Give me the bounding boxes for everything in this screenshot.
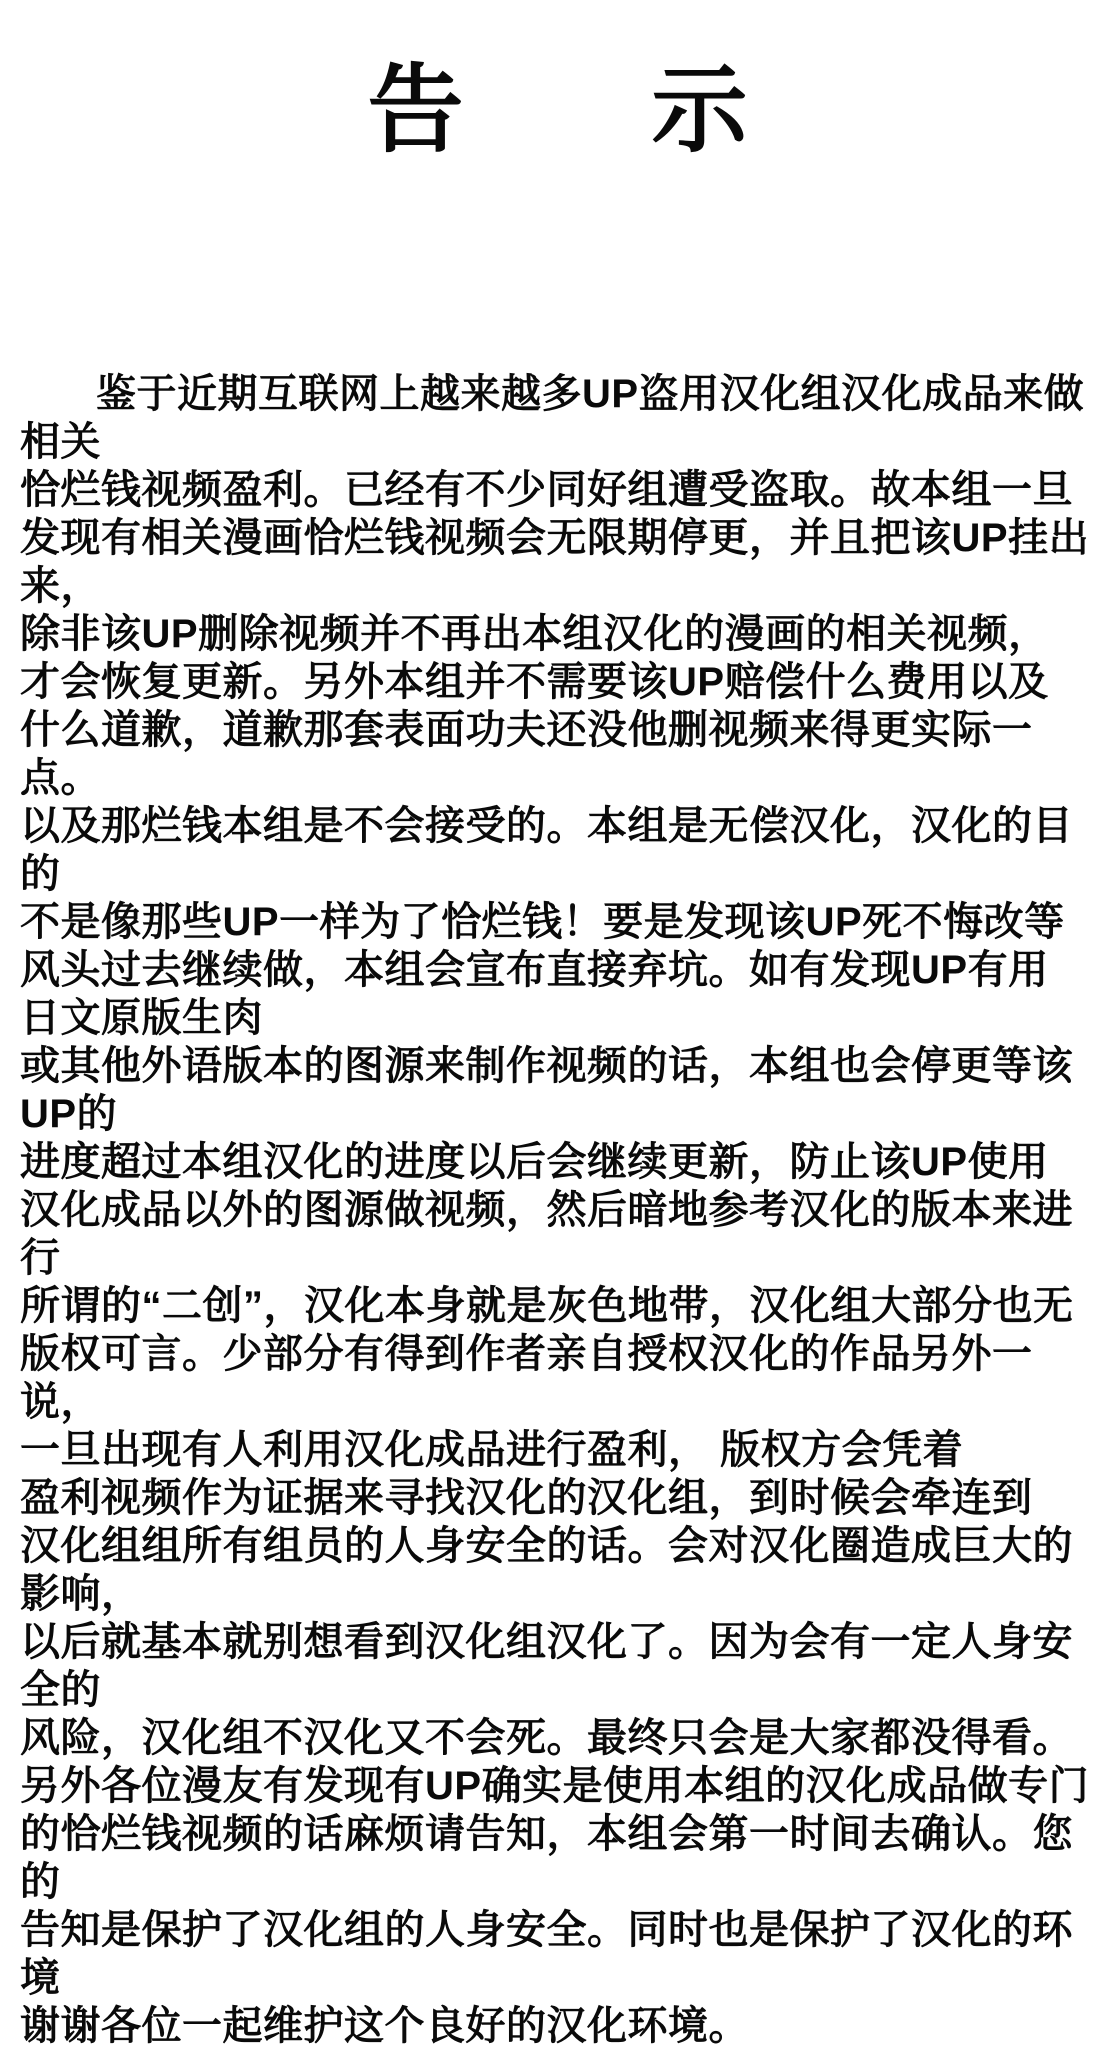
notice-line: 告知是保护了汉化组的人身安全。同时也是保护了汉化的环境 — [20, 1908, 1073, 2000]
notice-line: 鉴于近期互联网上越来越多UP盗用汉化组汉化成品来做相关 — [20, 372, 1085, 464]
notice-line: 所谓的“二创”，汉化本身就是灰色地带，汉化组大部分也无 — [20, 1284, 1074, 1328]
notice-line: 进度超过本组汉化的进度以后会继续更新，防止该UP使用 — [20, 1140, 1049, 1184]
notice-line: 风头过去继续做，本组会宣布直接弃坑。如有发现UP有用 — [20, 948, 1049, 992]
notice-line: 风险，汉化组不汉化又不会死。最终只会是大家都没得看。 — [20, 1716, 1073, 1760]
title-char-right: 示 — [651, 57, 748, 164]
notice-line: 汉化成品以外的图源做视频，然后暗地参考汉化的版本来进行 — [20, 1188, 1073, 1280]
notice-line: 什么道歉，道歉那套表面功夫还没他删视频来得更实际一点。 — [20, 708, 1033, 800]
notice-line: 盈利视频作为证据来寻找汉化的汉化组，到时候会牵连到 — [20, 1476, 1033, 1520]
notice-line: 一旦出现有人利用汉化成品进行盈利， 版权方会凭着 — [20, 1428, 964, 1472]
notice-line: 的恰烂钱视频的话麻烦请告知，本组会第一时间去确认。您的 — [20, 1812, 1073, 1904]
notice-line: 恰烂钱视频盈利。已经有不少同好组遭受盗取。故本组一旦 — [20, 468, 1073, 512]
notice-line: 发现有相关漫画恰烂钱视频会无限期停更，并且把该UP挂出来， — [20, 516, 1090, 608]
notice-line: 谢谢各位一起维护这个良好的汉化环境。 — [20, 2004, 749, 2048]
page-title — [0, 56, 1115, 166]
notice-line: 不是像那些UP一样为了恰烂钱！要是发现该UP死不悔改等 — [20, 900, 1065, 944]
notice-line: 以后就基本就别想看到汉化组汉化了。因为会有一定人身安全的 — [20, 1620, 1073, 1712]
notice-line: 或其他外语版本的图源来制作视频的话，本组也会停更等该UP的 — [20, 1044, 1073, 1136]
notice-line: 除非该UP删除视频并不再出本组汉化的漫画的相关视频， — [20, 612, 1049, 656]
title-char-left: 告 — [367, 57, 464, 164]
notice-line: 日文原版生肉 — [20, 996, 263, 1040]
notice-line: 另外各位漫友有发现有UP确实是使用本组的汉化成品做专门 — [20, 1764, 1090, 1808]
notice-line: 版权可言。少部分有得到作者亲自授权汉化的作品另外一说， — [20, 1332, 1033, 1424]
notice-line: 汉化组组所有组员的人身安全的话。会对汉化圈造成巨大的影响， — [20, 1524, 1073, 1616]
notice-body — [20, 370, 1094, 2050]
notice-line: 才会恢复更新。另外本组并不需要该UP赔偿什么费用以及 — [20, 660, 1049, 704]
notice-line: 以及那烂钱本组是不会接受的。本组是无偿汉化，汉化的目的 — [20, 804, 1073, 896]
